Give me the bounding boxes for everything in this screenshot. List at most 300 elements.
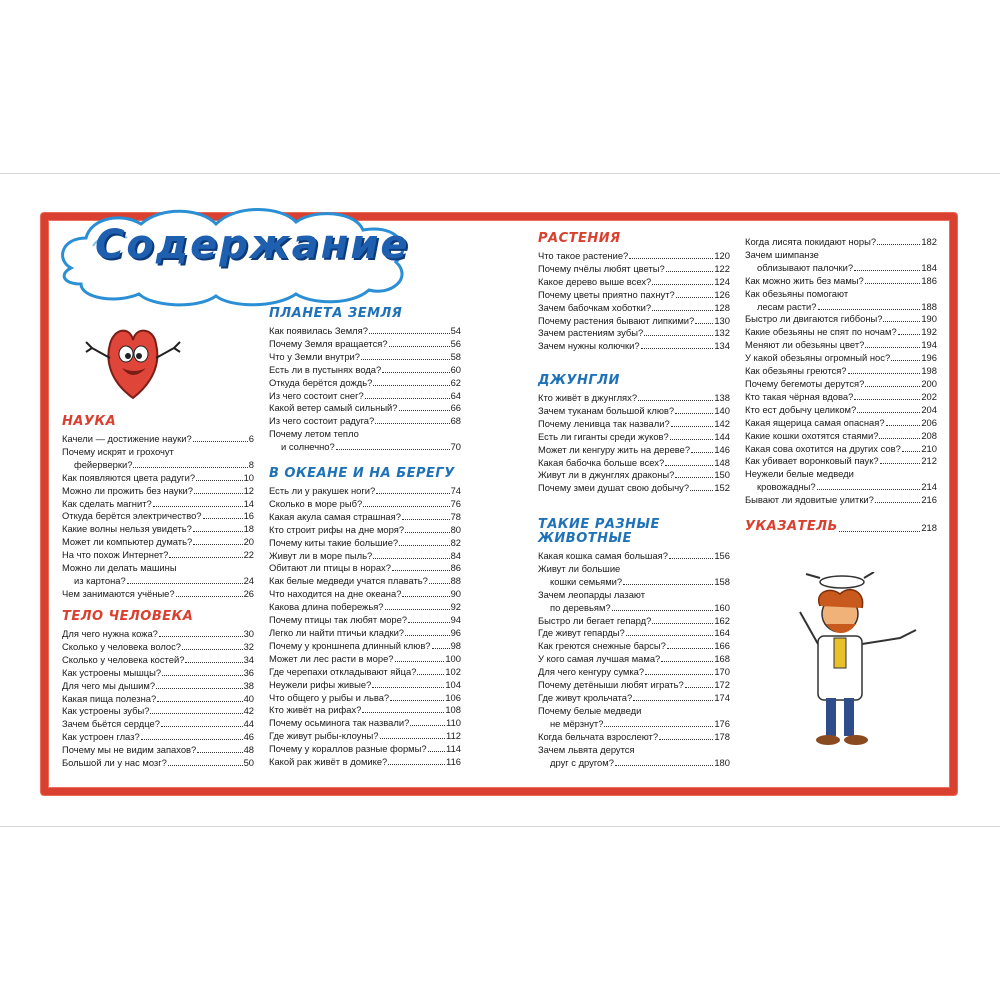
toc-page-number: 32 <box>243 640 254 652</box>
leader-dots <box>877 236 920 245</box>
toc-entry-title: Зачем растениям зубы? <box>538 327 644 339</box>
toc-entry[interactable] <box>269 562 461 575</box>
toc-entry[interactable] <box>538 718 730 731</box>
toc-entry[interactable] <box>538 431 730 444</box>
toc-entry[interactable] <box>62 588 254 601</box>
toc-entry[interactable] <box>62 744 254 757</box>
leader-dots <box>652 276 713 285</box>
toc-entry-title: Из чего состоит радуга? <box>269 415 375 427</box>
toc-entry[interactable] <box>538 444 730 457</box>
toc-page-number: 20 <box>243 536 254 548</box>
toc-entry-title: Как можно жить без мамы? <box>745 274 864 286</box>
toc-page-number: 192 <box>921 326 937 338</box>
toc-page-number: 66 <box>450 402 461 414</box>
toc-entry-title: Из чего состоит снег? <box>269 389 364 401</box>
toc-entry[interactable] <box>745 301 937 314</box>
toc-entry[interactable] <box>62 459 254 472</box>
leader-dots <box>865 378 920 387</box>
leader-dots <box>193 523 243 532</box>
toc-entry[interactable] <box>745 262 937 275</box>
toc-entry[interactable] <box>269 692 461 705</box>
leader-dots <box>676 289 714 298</box>
toc-entry[interactable] <box>62 705 254 718</box>
leader-dots <box>363 498 449 507</box>
leader-dots <box>645 666 713 675</box>
toc-entry[interactable] <box>538 705 730 718</box>
toc-entry[interactable] <box>745 288 937 301</box>
toc-entry-title: Какие волны нельзя увидеть? <box>62 523 192 535</box>
toc-entry[interactable] <box>269 441 461 454</box>
toc-entry[interactable] <box>745 352 937 365</box>
leader-dots <box>197 744 242 753</box>
toc-page-number: 156 <box>714 550 730 561</box>
toc-entry[interactable] <box>745 313 937 326</box>
toc-page-number: 46 <box>243 731 254 743</box>
toc-entry[interactable] <box>62 485 254 498</box>
toc-page-number: 130 <box>714 314 730 326</box>
toc-entry[interactable] <box>745 365 937 378</box>
toc-entry[interactable] <box>62 680 254 693</box>
toc-entry-title: Кто живёт на рифах? <box>269 704 362 716</box>
toc-entry[interactable] <box>745 339 937 352</box>
toc-entry[interactable] <box>745 455 937 468</box>
toc-entry-title: Что у Земли внутри? <box>269 350 360 362</box>
toc-entry-title: Почему летом тепло <box>269 428 359 440</box>
toc-entry[interactable] <box>62 433 254 446</box>
toc-page-number: 144 <box>714 430 730 442</box>
toc-entry[interactable] <box>538 250 730 263</box>
toc-entry-title: Где черепахи откладывают яйца? <box>269 665 417 677</box>
leader-dots <box>848 365 921 374</box>
toc-entry-title: Какое дерево выше всех? <box>538 275 652 287</box>
toc-page-number: 98 <box>450 639 461 651</box>
toc-page-number: 104 <box>445 678 461 690</box>
leader-dots <box>644 327 713 336</box>
toc-entry[interactable] <box>269 325 461 338</box>
toc-entry[interactable] <box>538 563 730 576</box>
toc-entry[interactable] <box>269 704 461 717</box>
toc-entry-title: Как устроены мышцы? <box>62 666 162 678</box>
toc-entry-title: Что такое растение? <box>538 250 629 261</box>
toc-entry[interactable] <box>269 377 461 390</box>
toc-entry-title: Какой рак живёт в домике? <box>269 756 388 768</box>
toc-entry-title: Неужели рифы живые? <box>269 678 372 690</box>
toc-entry-title: Зачем леопарды лазают <box>538 588 646 600</box>
toc-entry-title: Откуда берётся дождь? <box>269 376 373 388</box>
toc-entry[interactable] <box>269 653 461 666</box>
toc-entry[interactable] <box>745 236 937 249</box>
toc-page-number: 36 <box>243 666 254 678</box>
toc-entry[interactable] <box>538 576 730 589</box>
leader-dots <box>373 377 449 386</box>
toc-entry[interactable] <box>62 641 254 654</box>
toc-entry[interactable] <box>269 640 461 653</box>
leader-dots <box>141 731 243 740</box>
toc-entry[interactable] <box>269 717 461 730</box>
toc-entry[interactable] <box>269 428 461 441</box>
toc-entry-title: Обитают ли птицы в норах? <box>269 562 391 574</box>
toc-page-number: 78 <box>450 510 461 522</box>
toc-entry-title: Кто строит рифы на дне моря? <box>269 523 405 535</box>
toc-page-number: 148 <box>714 456 730 468</box>
toc-entry[interactable] <box>269 485 461 498</box>
toc-page-number: 12 <box>243 484 254 496</box>
toc-entry[interactable] <box>269 730 461 743</box>
toc-page-number: 204 <box>921 403 937 415</box>
toc-entry-title: облизывают палочки? <box>757 261 854 273</box>
toc-entry-title: У какой обезьяны огромный нос? <box>745 352 891 364</box>
leader-dots <box>153 498 243 507</box>
leader-dots <box>671 418 714 427</box>
toc-entry[interactable] <box>269 364 461 377</box>
toc-entry[interactable] <box>745 443 937 456</box>
toc-entry-title: Почему у кроншнепа длинный клюв? <box>269 639 431 651</box>
toc-entry-title: Качели — достижение науки? <box>62 433 192 444</box>
toc-entry[interactable] <box>62 498 254 511</box>
leader-dots <box>902 443 921 452</box>
leader-dots <box>623 576 713 585</box>
toc-page-number: 166 <box>714 640 730 652</box>
toc-page-number: 206 <box>921 416 937 428</box>
leader-dots <box>665 457 713 466</box>
leader-dots <box>159 628 243 637</box>
leader-dots <box>661 653 713 662</box>
leader-dots <box>875 494 920 503</box>
toc-entry[interactable] <box>62 628 254 641</box>
leader-dots <box>376 485 449 494</box>
leader-dots <box>886 417 921 426</box>
toc-entry[interactable] <box>538 315 730 328</box>
toc-entry-title: Сколько у человека волос? <box>62 640 182 652</box>
toc-entry[interactable] <box>538 482 730 495</box>
toc-list-planeta <box>269 325 461 454</box>
toc-page-number: 108 <box>445 704 461 716</box>
leader-dots <box>818 301 921 310</box>
toc-entry[interactable] <box>538 263 730 276</box>
toc-entry[interactable] <box>269 588 461 601</box>
column-nauka <box>62 415 254 601</box>
toc-entry-title: Меняют ли обезьяны цвет? <box>745 339 865 351</box>
toc-entry[interactable] <box>269 679 461 692</box>
toc-entry[interactable] <box>269 756 461 769</box>
toc-entry[interactable] <box>269 351 461 364</box>
toc-entry-title: Бывают ли ядовитые улитки? <box>745 494 874 506</box>
toc-entry[interactable] <box>745 430 937 443</box>
toc-page-number: 168 <box>714 653 730 665</box>
leader-dots <box>667 640 714 649</box>
toc-page-number: 18 <box>243 523 254 535</box>
toc-entry[interactable] <box>62 549 254 562</box>
toc-entry-title: Как появляются цвета радуги? <box>62 471 196 483</box>
leader-dots <box>362 704 444 713</box>
leader-dots <box>392 562 450 571</box>
toc-entry[interactable] <box>62 731 254 744</box>
toc-list-rasteniya <box>538 250 730 353</box>
toc-entry[interactable] <box>538 550 730 563</box>
toc-page-number: 140 <box>714 404 730 416</box>
toc-entry[interactable] <box>269 524 461 537</box>
toc-entry[interactable] <box>538 731 730 744</box>
toc-entry[interactable] <box>538 640 730 653</box>
column-dzhungli <box>538 374 730 495</box>
toc-entry[interactable] <box>538 276 730 289</box>
section-heading-zhivotnye-line2: ЖИВОТНЫЕ <box>538 531 632 546</box>
column-okean <box>269 467 461 769</box>
leader-dots <box>854 391 920 400</box>
toc-entry[interactable] <box>745 404 937 417</box>
toc-entry-title: Откуда берётся электричество? <box>62 510 202 522</box>
leader-dots <box>361 351 450 360</box>
leader-dots <box>405 524 450 533</box>
toc-entry-title: Зачем нужны колючки? <box>538 340 640 352</box>
toc-entry[interactable] <box>538 302 730 315</box>
toc-entry[interactable] <box>538 392 730 405</box>
leader-dots <box>854 262 920 271</box>
toc-entry[interactable] <box>538 757 730 770</box>
leader-dots <box>408 614 450 623</box>
toc-entry[interactable] <box>745 494 937 507</box>
leader-dots <box>626 627 714 636</box>
toc-page-number: 76 <box>450 497 461 509</box>
toc-entry[interactable] <box>269 666 461 679</box>
toc-page-number: 122 <box>714 262 730 274</box>
toc-page-number: 90 <box>450 588 461 600</box>
toc-list-dzhungli <box>538 392 730 495</box>
toc-entry-title: Зачем бабочкам хоботки? <box>538 301 652 313</box>
toc-entry[interactable] <box>269 415 461 428</box>
toc-entry-title: Где живут рыбы-клоуны? <box>269 730 379 742</box>
toc-page-number: 64 <box>450 389 461 401</box>
toc-entry[interactable] <box>62 536 254 549</box>
toc-entry[interactable] <box>538 653 730 666</box>
toc-entry[interactable] <box>269 498 461 511</box>
toc-entry-title: Большой ли у нас мозг? <box>62 757 167 769</box>
toc-entry-title: Как белые медведи учатся плавать? <box>269 575 428 587</box>
toc-entry-title: Как сделать магнит? <box>62 497 152 509</box>
leader-dots <box>659 731 713 740</box>
toc-entry-title: Как появилась Земля? <box>269 325 368 336</box>
toc-entry-title: Какая акула самая страшная? <box>269 510 401 522</box>
toc-page-number: 106 <box>445 691 461 703</box>
toc-entry[interactable] <box>62 575 254 588</box>
toc-entry[interactable] <box>269 511 461 524</box>
toc-entry-title: Какая ящерица самая опасная? <box>745 416 885 428</box>
toc-page-number: 114 <box>446 743 461 755</box>
leader-dots <box>380 730 446 739</box>
leader-dots <box>669 550 713 559</box>
leader-dots <box>865 275 921 284</box>
toc-entry[interactable] <box>62 472 254 485</box>
toc-entry[interactable] <box>538 457 730 470</box>
toc-page-number: 116 <box>446 756 461 768</box>
toc-entry-title: Почему пчёлы любят цветы? <box>538 262 665 274</box>
toc-page-number: 68 <box>450 415 461 427</box>
toc-entry-title: Какова длина побережья? <box>269 601 384 613</box>
toc-entry-title: Какая кошка самая большая? <box>538 550 668 561</box>
toc-entry[interactable] <box>745 378 937 391</box>
toc-entry[interactable] <box>745 326 937 339</box>
toc-entry[interactable] <box>538 744 730 757</box>
toc-page-number: 176 <box>714 717 730 729</box>
toc-entry-title: Зачем туканам большой клюв? <box>538 404 675 416</box>
toc-entry-title: Живут ли в море пыль? <box>269 549 373 561</box>
toc-entry[interactable] <box>538 340 730 353</box>
toc-page-number: 16 <box>243 510 254 522</box>
toc-entry[interactable] <box>269 627 461 640</box>
toc-entry-title: Что находится на дне океана? <box>269 588 402 600</box>
toc-entry-title: Может ли компьютер думать? <box>62 536 193 548</box>
toc-entry[interactable] <box>745 481 937 494</box>
leader-dots <box>638 392 713 401</box>
toc-entry[interactable] <box>538 679 730 692</box>
toc-page-number: 10 <box>243 471 254 483</box>
leader-dots <box>395 653 445 662</box>
column-right <box>745 236 937 507</box>
toc-entry[interactable] <box>538 602 730 615</box>
toc-entry-title: Что общего у рыбы и льва? <box>269 691 390 703</box>
leader-dots <box>390 692 444 701</box>
toc-page-number: 94 <box>450 614 461 626</box>
leader-dots <box>399 537 449 546</box>
toc-list-okean <box>269 485 461 769</box>
toc-entry-title: Сколько у человека костей? <box>62 653 185 665</box>
leader-dots <box>150 705 242 714</box>
toc-page-number: 22 <box>243 549 254 561</box>
toc-entry[interactable] <box>745 391 937 404</box>
leader-dots <box>402 588 449 597</box>
toc-page-number: 30 <box>243 628 254 639</box>
toc-entry-title: Какой ветер самый сильный? <box>269 402 398 414</box>
toc-entry-title: Почему змеи душат свою добычу? <box>538 482 690 494</box>
toc-entry-title: Как обезьяны греются? <box>745 365 847 377</box>
toc-entry[interactable] <box>745 275 937 288</box>
toc-entry[interactable] <box>269 402 461 415</box>
toc-entry[interactable] <box>62 757 254 770</box>
toc-entry-title: Почему ленивца так назвали? <box>538 417 670 429</box>
toc-page-number: 212 <box>921 455 937 467</box>
toc-page-number: 146 <box>714 443 730 455</box>
toc-entry[interactable] <box>62 446 254 459</box>
toc-entry[interactable] <box>538 405 730 418</box>
toc-page-number: 34 <box>243 653 254 665</box>
leader-dots <box>389 338 450 347</box>
toc-page-number: 120 <box>714 250 730 261</box>
toc-entry-title: Как греются снежные барсы? <box>538 640 666 652</box>
toc-entry-ukazatel[interactable] <box>745 520 937 536</box>
leader-dots <box>169 549 242 558</box>
toc-page-number: 172 <box>714 679 730 691</box>
toc-entry-title: Как обезьяны помогают <box>745 287 849 299</box>
toc-page-number: 142 <box>714 417 730 429</box>
toc-entry-title: Есть ли у ракушек ноги? <box>269 485 376 496</box>
section-heading-rasteniya: РАСТЕНИЯ <box>538 231 621 246</box>
section-heading-dzhungli: ДЖУНГЛИ <box>538 373 620 388</box>
leader-dots <box>372 679 444 688</box>
leader-dots <box>161 718 243 727</box>
toc-entry[interactable] <box>538 589 730 602</box>
toc-entry-title: Где живут крольчата? <box>538 691 633 703</box>
toc-entry[interactable] <box>538 692 730 705</box>
leader-dots <box>883 313 920 322</box>
toc-entry-title: Как убивает воронковый паук? <box>745 455 879 467</box>
toc-entry-title: Быстро ли бегает гепард? <box>538 614 652 626</box>
leader-dots <box>168 757 243 766</box>
leader-dots <box>629 250 713 259</box>
toc-entry[interactable] <box>745 468 937 481</box>
toc-entry[interactable] <box>538 627 730 640</box>
toc-page-number: 48 <box>243 744 254 756</box>
leader-dots <box>194 485 243 494</box>
toc-entry[interactable] <box>745 417 937 430</box>
toc-entry[interactable] <box>62 718 254 731</box>
toc-entry[interactable] <box>269 537 461 550</box>
toc-entry[interactable] <box>538 327 730 340</box>
toc-entry[interactable] <box>269 601 461 614</box>
toc-page-number: 88 <box>450 575 461 587</box>
leader-dots <box>429 575 450 584</box>
leader-dots <box>156 680 243 689</box>
toc-entry[interactable] <box>269 575 461 588</box>
toc-entry[interactable] <box>269 614 461 627</box>
toc-page-number: 178 <box>714 730 730 742</box>
toc-page-number: 180 <box>714 756 730 768</box>
toc-entry[interactable] <box>538 615 730 628</box>
toc-entry[interactable] <box>538 666 730 679</box>
toc-entry[interactable] <box>538 418 730 431</box>
leader-dots <box>388 756 445 765</box>
toc-entry-title: Почему цветы приятно пахнут? <box>538 288 675 300</box>
toc-page-number: 174 <box>714 691 730 703</box>
toc-entry-title: Какая сова охотится на других сов? <box>745 442 901 454</box>
toc-entry-title: из картона? <box>74 574 126 586</box>
toc-entry[interactable] <box>269 338 461 351</box>
toc-entry[interactable] <box>62 654 254 667</box>
toc-entry-title: Почему осьминога так назвали? <box>269 717 410 729</box>
toc-entry[interactable] <box>538 289 730 302</box>
toc-page-number: 208 <box>921 429 937 441</box>
toc-page-number: 26 <box>243 587 254 599</box>
toc-page-number: 96 <box>450 626 461 638</box>
toc-entry[interactable] <box>62 523 254 536</box>
toc-entry[interactable] <box>745 249 937 262</box>
toc-entry[interactable] <box>269 390 461 403</box>
toc-entry[interactable] <box>269 743 461 756</box>
toc-entry[interactable] <box>62 562 254 575</box>
leader-dots <box>375 415 449 424</box>
toc-entry-title: Почему мы не видим запахов? <box>62 744 197 756</box>
leader-dots <box>417 666 444 675</box>
toc-page-number: 134 <box>714 340 730 352</box>
toc-entry[interactable] <box>269 550 461 563</box>
leader-dots <box>695 315 713 324</box>
toc-page-number: 132 <box>714 327 730 339</box>
toc-entry-title: по деревьям? <box>550 601 611 613</box>
toc-page-number: 70 <box>450 441 461 453</box>
toc-entry-title: Может ли лес расти в море? <box>269 652 394 664</box>
toc-entry-title: Какие кошки охотятся стаями? <box>745 429 879 441</box>
toc-page-number: 58 <box>450 350 461 362</box>
toc-entry[interactable] <box>62 693 254 706</box>
toc-entry-title: Зачем бьётся сердце? <box>62 718 160 730</box>
toc-entry[interactable] <box>62 510 254 523</box>
leader-dots <box>670 431 714 440</box>
toc-page-number: 196 <box>921 352 937 364</box>
toc-entry[interactable] <box>62 667 254 680</box>
leader-dots <box>410 717 445 726</box>
leader-dots <box>865 339 920 348</box>
toc-entry[interactable] <box>538 469 730 482</box>
toc-page-number: 188 <box>921 300 937 312</box>
